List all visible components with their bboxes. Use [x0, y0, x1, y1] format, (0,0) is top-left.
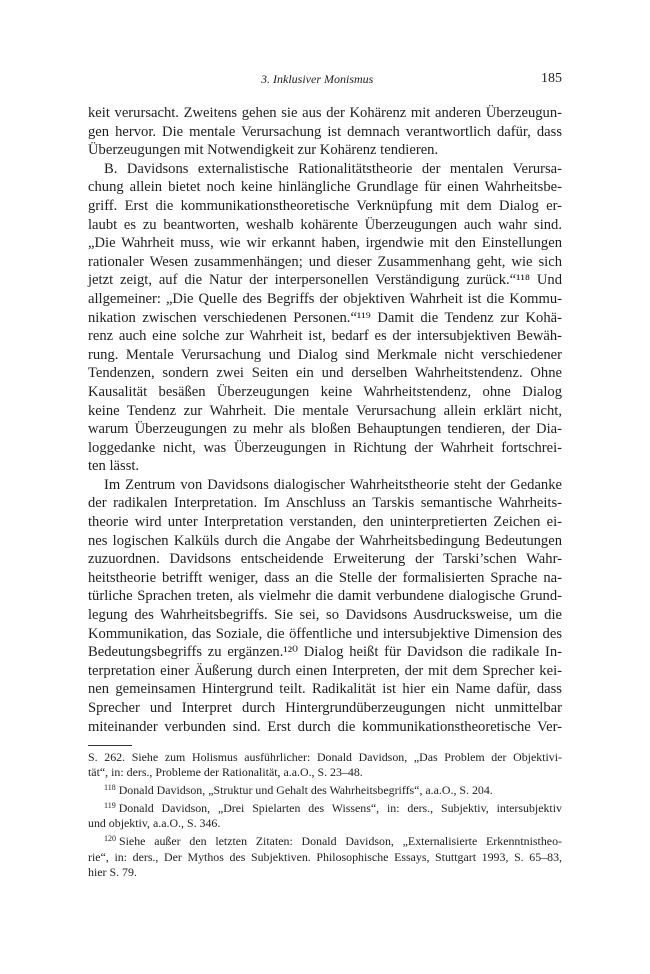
body-line: Sprecher und Interpret durch Hintergrundüberzeugungen nicht unmittelbar — [88, 700, 562, 716]
body-line: Bedeutungsbegriffs zu ergänzen.¹²⁰ Dialog heißt für Davidson die radikale In- — [88, 644, 562, 661]
body-line: Tendenzen, sondern zwei Seiten ein und derselben Wahrheitstendenz. Ohne — [88, 365, 562, 382]
body-line: gen hervor. Die mentale Verursachung ist demnach verantwortlich dafür, dass — [88, 123, 562, 140]
body-line: Kommunikation, das Soziale, die öffentliche und intersubjektive Dimension des — [88, 625, 562, 642]
footnote-mark: 120 — [104, 834, 116, 844]
body-line: warum Überzeugungen zu mehr als bloßen Behauptungen tendieren, der Dia- — [88, 421, 562, 438]
body-line: Überzeugungen mit Notwendigkeit zur Kohärenz tendieren. — [88, 142, 439, 159]
footnote-continuation-line: tät“, in: ders., Probleme der Rationalität, a.a.O., S. 23–48. — [88, 765, 363, 780]
footnotes — [88, 750, 562, 880]
body-line: laubt es zu beantworten, weshalb kohärente Überzeugungen auch wahr sind. — [88, 216, 562, 233]
body-line: Kausalität besäßen Überzeugungen keine Wahrheitstendenz, ohne Dialog — [88, 383, 562, 400]
footnote-mark: 118 — [104, 783, 116, 793]
body-line: türliche Sprachen treten, als vielmehr die damit verbundene dialogische Grund- — [88, 588, 562, 605]
body-line: B. Davidsons externalistische Rationalitätstheorie der mentalen Verursa- — [104, 160, 562, 177]
body-line: heitstheorie betrifft weniger, dass an die Stelle der formalisierten Sprache na- — [88, 569, 562, 586]
body-line: terpretation einer Äußerung durch einen Interpreten, der mit dem Sprecher kei- — [88, 662, 562, 679]
body-line: nes logischen Kalküls durch die Angabe der Wahrheitsbedingung Bedeutungen — [88, 532, 562, 549]
footnote-119 — [88, 798, 562, 816]
body-text — [88, 104, 562, 736]
page-number: 185 — [541, 71, 562, 86]
footnote-rule — [88, 745, 132, 746]
body-line: ten lässt. — [88, 458, 140, 475]
body-line: renz auch eine solche zur Wahrheit ist, bedarf es der intersubjektiven Bewäh- — [88, 328, 562, 345]
body-line: keine Tendenz zur Wahrheit. Die mentale Verursachung allein erklärt nicht, — [88, 402, 562, 419]
body-line: chung allein bietet noch keine hinlängliche Grundlage für einen Wahrheitsbe- — [88, 179, 562, 196]
body-line: allgemeiner: „Die Quelle des Begriffs der objektiven Wahrheit ist die Kommu- — [88, 290, 562, 307]
footnote-120 — [88, 831, 562, 849]
body-line: Im Zentrum von Davidsons dialogischer Wahrheitstheorie steht der Gedanke — [104, 476, 562, 493]
body-line: loggedanke nicht, was Überzeugungen in Richtung der Wahrheit fortschrei- — [88, 439, 562, 456]
footnote-text-line: rie“, in: ders., Der Mythos des Subjektiven. Philosophische Essays, Stuttgart 1993, S. 65–83, — [88, 849, 562, 864]
body-line: „Die Wahrheit muss, wie wir erkannt haben, irgendwie mit den Einstellungen — [88, 235, 562, 252]
body-line: griff. Erst die kommunikationstheoretische Verknüpfung mit dem Dialog er- — [88, 197, 562, 214]
footnote-118 — [88, 780, 562, 798]
body-line: theorie wird unter Interpretation verstanden, den uninterpretierten Zeichen ei- — [88, 514, 562, 531]
running-title: 3. Inklusiver Monismus — [261, 72, 374, 86]
body-line: jetzt zeigt, auf die Natur der interpersonellen Verständigung zurück.“¹¹⁸ Und — [88, 272, 562, 289]
body-line: zuzuordnen. Davidsons entscheidende Erweiterung der Tarski’schen Wahr- — [88, 551, 562, 568]
body-line: miteinander verbunden sind. Erst durch die kommunikationstheoretische Ver- — [88, 718, 562, 735]
footnote-text: Siehe außer den letzten Zitaten: Donald Davidson, „Externalisierte Erkenntnistheo- — [119, 834, 562, 849]
footnote-text: Donald Davidson, „Struktur und Gehalt des Wahrheitsbegriffs“, a.a.O., S. 204. — [118, 783, 493, 798]
footnote-continuation-line: S. 262. Siehe zum Holismus ausführlicher: Donald Davidson, „Das Problem der Objektivi- — [88, 750, 562, 764]
body-line: legung des Wahrheitsbegriffs. Sie sei, so Davidsons Ausdrucksweise, um die — [88, 607, 562, 624]
footnote-text-line: und objektiv, a.a.O., S. 346. — [88, 816, 221, 831]
footnote-mark: 119 — [104, 801, 116, 811]
footnote-text-line: hier S. 79. — [88, 864, 137, 879]
body-line: nikation zwischen verschiedenen Personen.“¹¹⁹ Damit die Tendenz zur Kohä- — [88, 309, 562, 326]
body-line: nen gemeinsamen Hintergrund teilt. Radikalität ist hier ein Name dafür, dass — [88, 681, 562, 698]
footnote-text: Donald Davidson, „Drei Spielarten des Wissens“, in: ders., Subjektiv, intersubjektiv — [118, 801, 562, 816]
body-line: rationaler Wesen zusammenhängen; und dieser Zusammenhang geht, wie sich — [88, 253, 562, 270]
body-line: keit verursacht. Zweitens gehen sie aus der Kohärenz mit anderen Überzeugun- — [88, 105, 562, 121]
body-line: der radikalen Interpretation. Im Anschluss an Tarskis semantische Wahrheits- — [88, 495, 562, 512]
body-line: rung. Mentale Verursachung und Dialog sind Merkmale nicht verschiedener — [88, 346, 562, 363]
